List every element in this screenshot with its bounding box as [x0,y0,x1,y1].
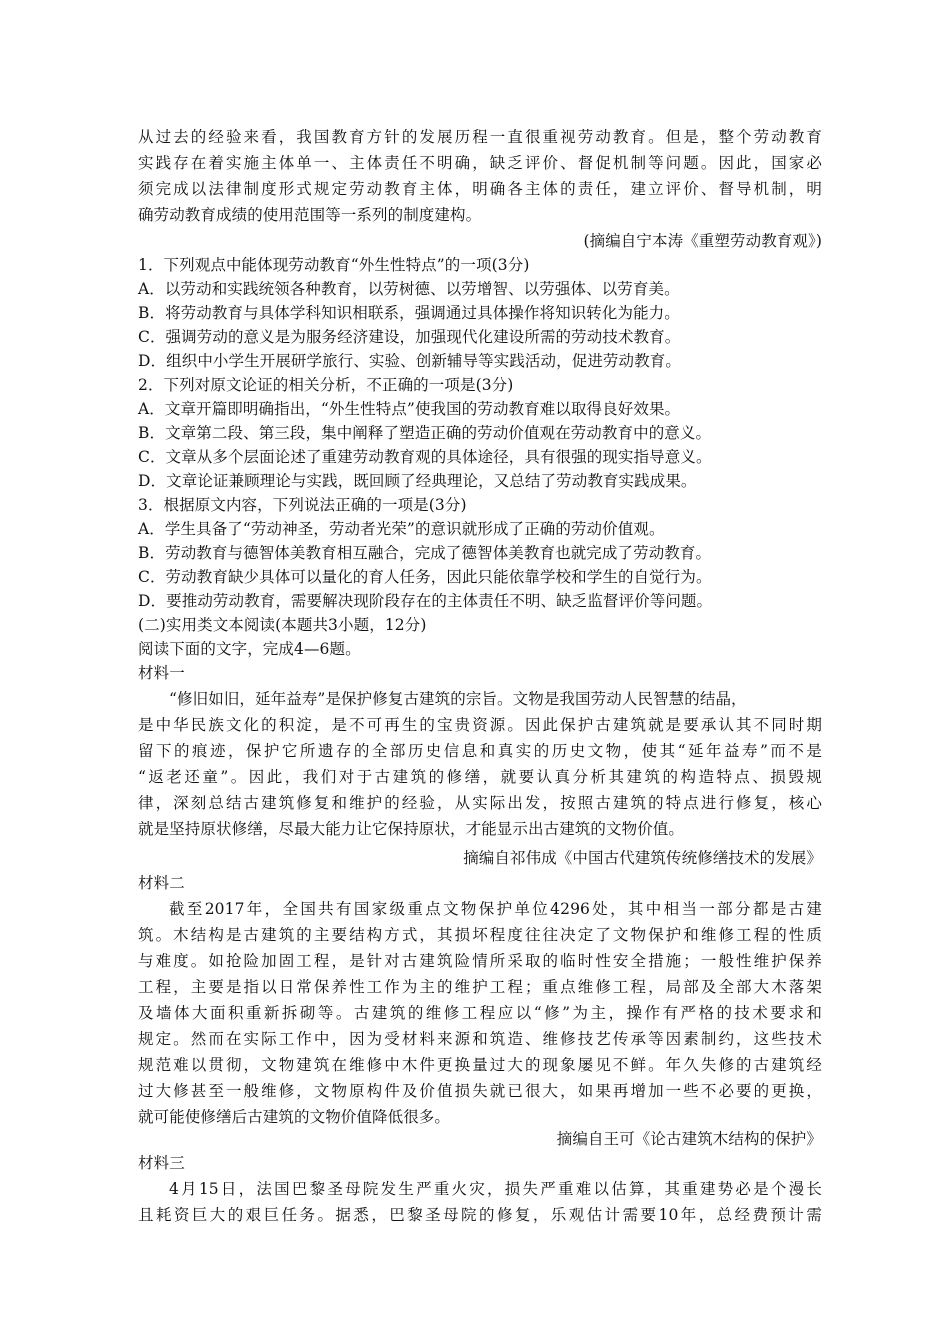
question-option: D．组织中小学生开展研学旅行、实验、创新辅导等实践活动，促进劳动教育。 [138,352,681,370]
material-source: 摘编自祁伟成《中国古代建筑传统修缮技术的发展》 [463,849,822,867]
material-line: 及墙体大面积重新拆砌等。古建筑的维修工程应以“修”为主，操作有严格的技术要求和 [138,1004,822,1022]
material-line: 4月15日，法国巴黎圣母院发生严重火灾，损失严重难以估算，其重建势必是个漫长 [169,1180,822,1198]
question-option: C．强调劳动的意义是为服务经济建设，加强现代化建设所需的劳动技术教育。 [138,328,681,346]
question-option: B．将劳动教育与具体学科知识相联系，强调通过具体操作将知识转化为能力。 [138,304,680,322]
question-option: C．文章从多个层面论述了重建劳动教育观的具体途径，具有很强的现实指导意义。 [138,448,712,466]
material-line: 留下的痕迹，保护它所遗存的全部历史信息和真实的历史文物，使其“延年益寿”而不是 [138,742,822,760]
material-source: 摘编自王可《论古建筑木结构的保护》 [556,1130,822,1148]
material-label: 材料二 [138,874,185,892]
material-line: 规定。然而在实际工作中，因为受材料来源和筑造、维修技艺传承等因素制约，这些技术 [138,1030,822,1048]
material-line: 过大修甚至一般维修，文物原构件及价值损失就已很大，如果再增加一些不必要的更换， [138,1082,822,1100]
intro-line: 须完成以法律制度形式规定劳动教育主体，明确各主体的责任，建立评价、督导机制，明 [138,180,822,198]
question-option: A．以劳动和实践统领各种教育，以劳树德、以劳增智、以劳强体、以劳育美。 [138,280,680,298]
material-label: 材料三 [138,1154,185,1172]
material-line: “返老还童”。因此，我们对于古建筑的修缮，就要认真分析其建筑的构造特点、损毁规 [138,768,822,786]
question-option: A．学生具备了“劳动神圣，劳动者光荣”的意识就形成了正确的劳动价值观。 [138,520,665,538]
question-option: C．劳动教育缺少具体可以量化的育人任务，因此只能依靠学校和学生的自觉行为。 [138,568,712,586]
material-line: 且耗资巨大的艰巨任务。据悉，巴黎圣母院的修复，乐观估计需要10年，总经费预计需 [138,1206,822,1224]
material-label: 材料一 [138,664,185,682]
intro-line: 实践存在着实施主体单一、主体责任不明确，缺乏评价、督促机制等问题。因此，国家必 [138,154,822,172]
question-option: A．文章开篇即明确指出，“外生性特点”使我国的劳动教育难以取得良好效果。 [138,400,681,418]
material-line: 规范难以贯彻，文物建筑在维修中木件更换量过大的现象屡见不鲜。年久失修的古建筑经 [138,1056,822,1074]
intro-line: 从过去的经验来看，我国教育方针的发展历程一直很重视劳动教育。但是，整个劳动教育 [138,128,822,146]
material-line: 是中华民族文化的积淀，是不可再生的宝贵资源。因此保护古建筑就是要承认其不同时期 [138,716,822,734]
material-line: 就可能使修缮后古建筑的文物价值降低很多。 [138,1108,451,1126]
section-instruction: 阅读下面的文字，完成4—6题。 [138,640,361,658]
material-line: “修旧如旧，延年益寿”是保护修复古建筑的宗旨。文物是我国劳动人民智慧的结晶， [169,690,747,708]
material-line: 就是坚持原状修缮，尽最大能力让它保持原状，才能显示出古建筑的文物价值。 [138,820,685,838]
question-stem: 3．根据原文内容，下列说法正确的一项是(3分) [138,496,467,514]
material-line: 截至2017年，全国共有国家级重点文物保护单位4296处，其中相当一部分都是古建 [169,900,822,918]
material-line: 工程，主要是指以日常保养性工作为主的维护工程；重点维修工程，局部及全部大木落架 [138,978,822,996]
question-option: D．要推动劳动教育，需要解决现阶段存在的主体责任不明、缺乏监督评价等问题。 [138,592,713,610]
question-option: B．文章第二段、第三段，集中阐释了塑造正确的劳动价值观在劳动教育中的意义。 [138,424,712,442]
material-line: 筑。木结构是古建筑的主要结构方式，其损坏程度往往决定了文物保护和维修工程的性质 [138,926,822,944]
intro-source: (摘编自宁本涛《重塑劳动教育观》) [583,232,822,250]
question-option: B．劳动教育与德智体美教育相互融合，完成了德智体美教育也就完成了劳动教育。 [138,544,712,562]
question-stem: 1．下列观点中能体现劳动教育“外生性特点”的一项(3分) [138,256,530,274]
section-title: (二)实用类文本阅读(本题共3小题，12分) [138,616,427,634]
material-line: 律，深刻总结古建筑修复和维护的经验，从实际出发，按照古建筑的特点进行修复，核心 [138,794,822,812]
intro-line: 确劳动教育成绩的使用范围等一系列的制度建构。 [138,206,482,224]
question-stem: 2．下列对原文论证的相关分析，不正确的一项是(3分) [138,376,514,394]
material-line: 与难度。如抢险加固工程，是针对古建筑险情所采取的临时性安全措施；一般性维护保养 [138,952,822,970]
question-option: D．文章论证兼顾理论与实践，既回顾了经典理论，又总结了劳动教育实践成果。 [138,472,697,490]
